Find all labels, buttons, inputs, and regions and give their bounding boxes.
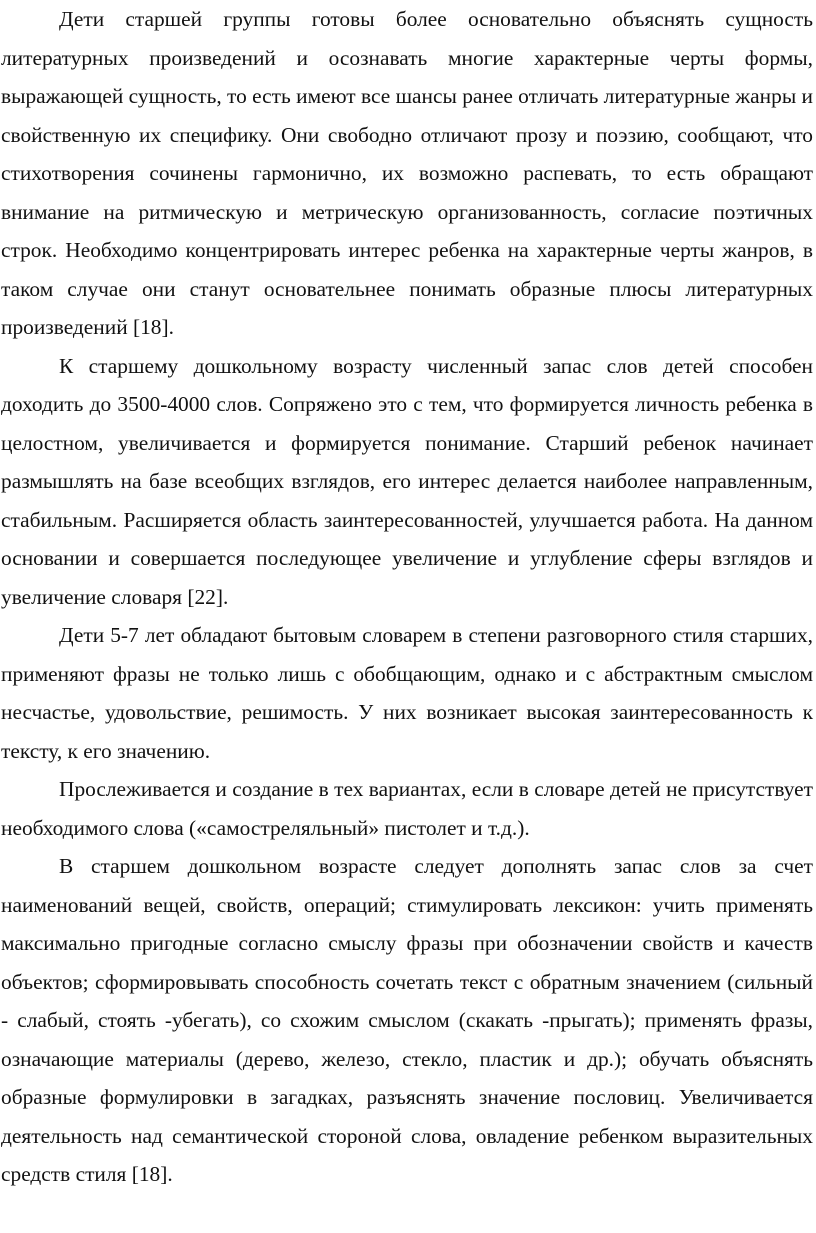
paragraph-3: Дети 5-7 лет обладают бытовым словарем в степени разговорного стиля старших, применяют фразы не только лишь с обобщающим, однако и с абстрактным смыслом несчастье, удовольствие, решимость. У них возникает высокая заинтересованность к тексту, к его значению.	[1, 623, 813, 763]
paragraph-4: Прослеживается и создание в тех вариантах, если в словаре детей не присутствует необходимого слова («самостреляльный» пистолет и т.д.).	[1, 777, 813, 840]
paragraph-1: Дети старшей группы готовы более основательно объяснять сущность литературных произведений и осознавать многие характерные черты формы, выражающей сущность, то есть имеют все шансы ранее отличать литературные жанры и свойственную их специфику. Они свободно отличают прозу и поэзию, сообщают, что стихотворения сочинены гармонично, их возможно распевать, то есть обращают внимание на ритмическую и метрическую организованность, согласие поэтичных строк. Необходимо концентрировать интерес ребенка на характерные черты жанров, в таком случае они станут основательнее понимать образные плюсы литературных произведений [18].	[1, 7, 813, 339]
paragraph-5: В старшем дошкольном возрасте следует дополнять запас слов за счет наименований вещей, свойств, операций; стимулировать лексикон: учить применять максимально пригодные согласно смыслу фразы при обозначении свойств и качеств объектов; сформировывать способность сочетать текст с обратным значением (сильный - слабый, стоять -убегать), со схожим смыслом (скакать -прыгать); применять фразы, означающие материалы (дерево, железо, стекло, пластик и др.); обучать объяснять образные формулировки в загадках, разъяснять значение пословиц. Увеличивается деятельность над семантической стороной слова, овладение ребенком выразительных средств стиля [18].	[1, 854, 813, 1186]
paragraph-2: К старшему дошкольному возрасту численный запас слов детей способен доходить до 3500-4000 слов. Сопряжено это с тем, что формируется личность ребенка в целостном, увеличивается и формируется понимание. Старший ребенок начинает размышлять на базе всеобщих взглядов, его интерес делается наиболее направленным, стабильным. Расширяется область заинтересованностей, улучшается работа. На данном основании и совершается последующее увеличение и углубление сферы взглядов и увеличение словаря [22].	[1, 353, 813, 609]
